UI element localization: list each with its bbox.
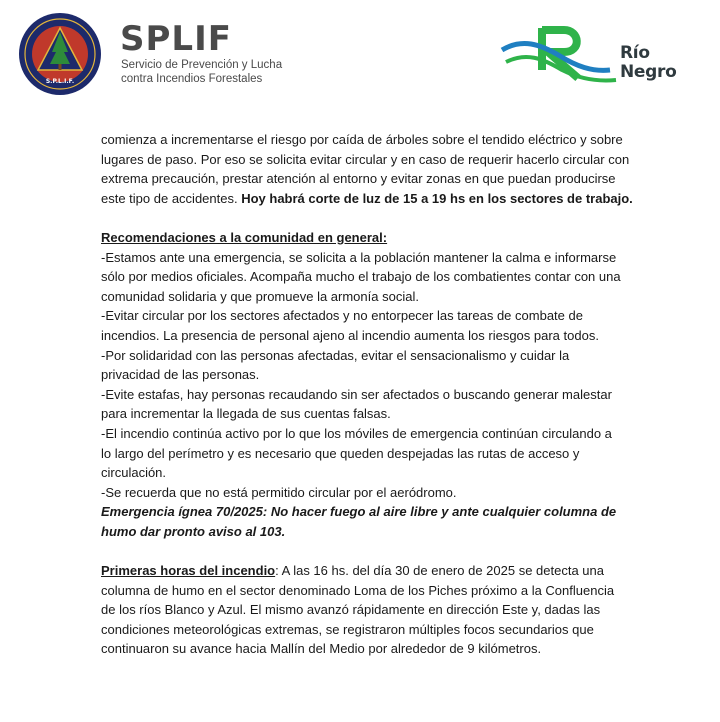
splif-subtitle bbox=[121, 58, 282, 86]
intro-line-plain: este tipo de accidentes. bbox=[101, 190, 242, 206]
splif-title: SPLIF bbox=[120, 19, 232, 59]
intro-line bbox=[101, 189, 633, 209]
first-hours-line: columna de humo en el sector denominado Loma de los Piches próximo a la Confluencia bbox=[101, 582, 615, 598]
document-body bbox=[101, 130, 633, 659]
rio-negro-wordmark bbox=[620, 44, 677, 82]
recommendations-section bbox=[101, 228, 633, 542]
intro-line: lugares de paso. Por eso se solicita evitar circular y en caso de requerir hacerlo circular con bbox=[101, 151, 630, 167]
recommendation-line: -Evitar circular por los sectores afectados y no entorpecer las tareas de combate de bbox=[101, 308, 583, 324]
first-hours-heading: Primeras horas del incendio bbox=[101, 563, 276, 579]
first-hours-line: de los ríos Blanco y Azul. El mismo avanzó rápidamente en dirección Este y, dadas las bbox=[101, 602, 601, 618]
recommendation-line: comunidad solidaria y que promueve la armonía social. bbox=[101, 288, 419, 304]
letterhead bbox=[0, 0, 720, 110]
recommendations-heading: Recomendaciones a la comunidad en general: bbox=[101, 229, 388, 245]
first-hours-line: condiciones meteorológicas extremas, se registraron múltiples focos secundarios que bbox=[101, 621, 594, 637]
seal-text: S.P.L.I.F. bbox=[45, 78, 75, 85]
recommendation-line: lo largo del perímetro y es necesario que queden despejadas las rutas de acceso y bbox=[101, 445, 580, 461]
splif-subtitle-line-2: contra Incendios Forestales bbox=[121, 73, 263, 85]
first-hours-section bbox=[101, 561, 633, 659]
recommendation-line: -Estamos ante una emergencia, se solicita a la población mantener la calma e informarse bbox=[101, 249, 617, 265]
rio-negro-line-1: Río bbox=[620, 43, 650, 63]
first-hours-line: continuaron su avance hacia Mallín del Medio por alrededor de 9 kilómetros. bbox=[101, 641, 542, 657]
splif-seal-logo bbox=[18, 12, 102, 96]
recommendation-line: -Se recuerda que no está permitido circular por el aeródromo. bbox=[101, 484, 457, 500]
recommendation-line: -El incendio continúa activo por lo que los móviles de emergencia continúan circulando a bbox=[101, 425, 612, 441]
recommendation-line: -Por solidaridad con las personas afectadas, evitar el sensacionalismo y cuidar la bbox=[101, 347, 570, 363]
power-cut-notice: Hoy habrá corte de luz de 15 a 19 hs en los sectores de trabajo. bbox=[241, 190, 633, 206]
first-hours-text: : A las 16 hs. del día 30 de enero de 2025 se detecta una bbox=[275, 563, 604, 579]
recommendation-line: incendios. La presencia de personal ajeno al incendio aumenta los riesgos para todos. bbox=[101, 327, 599, 343]
splif-subtitle-line-1: Servicio de Prevención y Lucha bbox=[121, 59, 283, 71]
recommendation-line: sólo por medios oficiales. Acompaña mucho el trabajo de los combatientes contar con una bbox=[101, 269, 621, 285]
rio-negro-logo-mark bbox=[500, 20, 620, 90]
recommendation-line: privacidad de las personas. bbox=[101, 367, 260, 383]
intro-line: comienza a incrementarse el riesgo por caída de árboles sobre el tendido eléctrico y sobre bbox=[101, 132, 623, 147]
emergency-notice: Emergencia ígnea 70/2025: No hacer fuego al aire libre y ante cualquier columna de bbox=[101, 504, 617, 520]
recommendation-line: -Evite estafas, hay personas recaudando sin ser afectados o buscando generar malestar bbox=[101, 386, 612, 402]
recommendation-line: para incrementar la llegada de sus cuentas falsas. bbox=[101, 406, 391, 422]
recommendation-line: circulación. bbox=[101, 465, 167, 481]
rio-negro-line-2: Negro bbox=[620, 62, 677, 82]
intro-paragraph bbox=[101, 130, 633, 208]
intro-line: extrema precaución, prestar atención al entorno y evitar zonas en que puedan producirse bbox=[101, 171, 616, 187]
emergency-notice: humo dar pronto aviso al 103. bbox=[101, 523, 286, 539]
first-hours-line bbox=[101, 561, 633, 581]
